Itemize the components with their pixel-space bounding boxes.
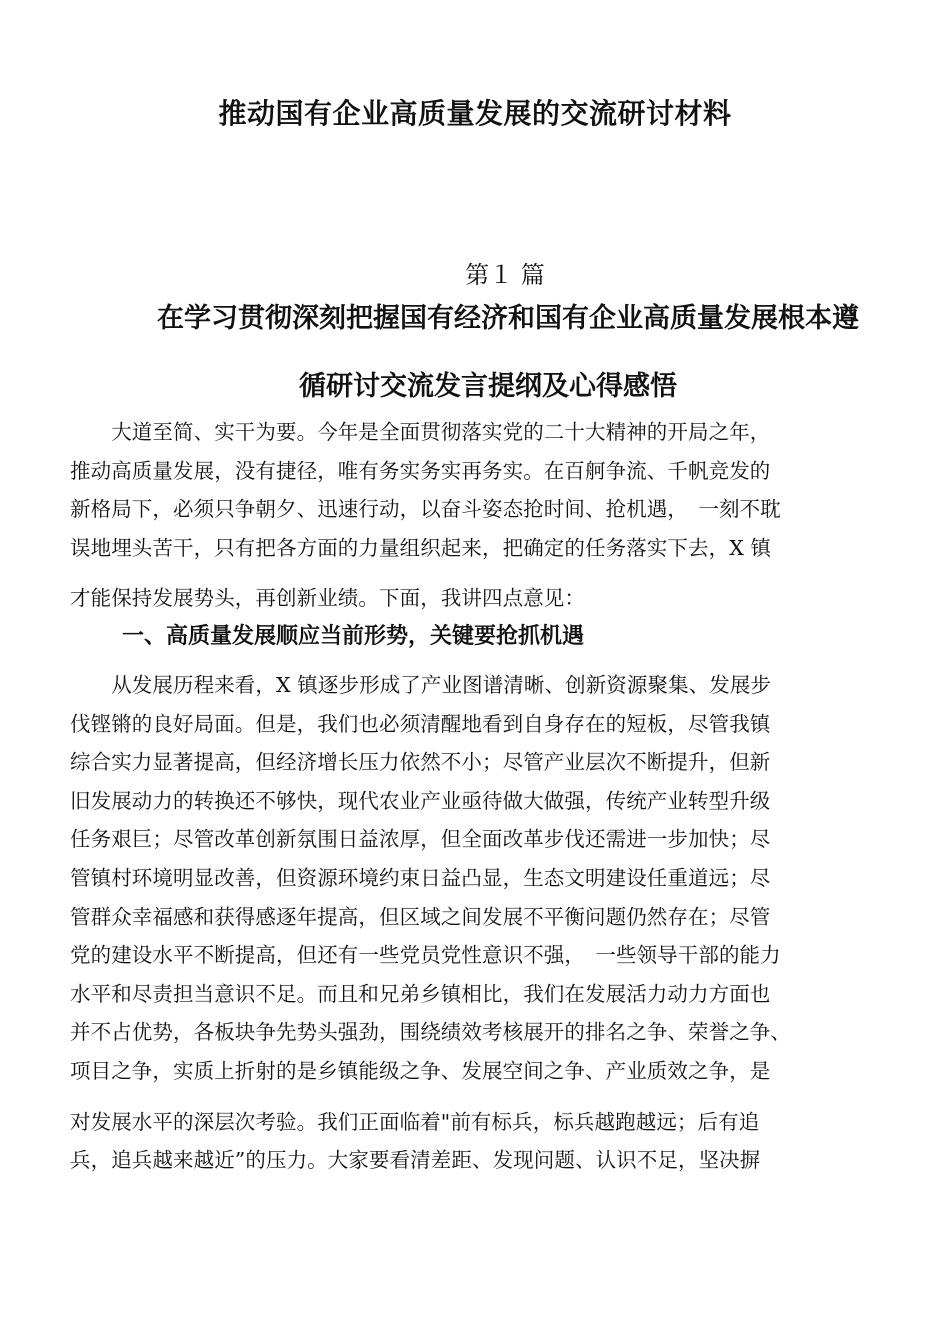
paragraph-line: 伐铿锵的良好局面。但是，我们也必须清醒地看到自身存在的短板，尽管我镇 xyxy=(70,711,771,736)
paragraph-line: 管镇村环境明显改善，但资源环境约束日益凸显，生态文明建设任重道远；尽 xyxy=(70,865,771,890)
paragraph-line: 对发展水平的深层次考验。我们正面临着"前有标兵，标兵越跑越远；后有追 xyxy=(70,1109,760,1134)
section-heading: 一、高质量发展顺应当前形势，关键要抢抓机遇 xyxy=(122,624,585,649)
body-paragraph xyxy=(70,666,880,1180)
paragraph-line: 才能保持发展势头，再创新业绩。下面，我讲四点意见： xyxy=(70,586,585,611)
part-label: 第１ 篇 xyxy=(465,261,545,289)
paragraph-line: 综合实力显著提高，但经济增长压力依然不小；尽管产业层次不断提升，但新 xyxy=(70,750,771,775)
paragraph-line: 旧发展动力的转换还不够快，现代农业产业亟待做大做强，传统产业转型升级 xyxy=(70,788,771,813)
paragraph-line: 从发展历程来看，X 镇逐步形成了产业图谱清晰、创新资源聚集、发展步 xyxy=(70,673,772,697)
document-title: 推动国有企业高质量发展的交流研讨材料 xyxy=(218,97,732,130)
article-subtitle xyxy=(128,300,888,405)
subtitle-line: 在学习贯彻深刻把握国有经济和国有企业高质量发展根本遵 xyxy=(157,303,859,334)
intro-paragraph xyxy=(70,413,880,618)
subtitle-line: 循研讨交流发言提纲及心得感悟 xyxy=(299,371,677,402)
paragraph-line: 党的建设水平不断提高，但还有一些党员党性意识不强， 一些领导干部的能力 xyxy=(70,943,781,968)
paragraph-line: 大道至简、实干为要。今年是全面贯彻落实党的二十大精神的开局之年， xyxy=(70,420,771,444)
paragraph-line: 兵，追兵越来越近”的压力。大家要看清差距、发现问题、认识不足，坚决摒 xyxy=(70,1148,761,1173)
paragraph-line: 新格局下，必须只争朝夕、迅速行动，以奋斗姿态抢时间、抢机遇， 一刻不耽 xyxy=(70,497,781,522)
paragraph-line: 项目之争，实质上折射的是乡镇能级之争、发展空间之争、产业质效之争，是 xyxy=(70,1058,771,1083)
paragraph-line: 任务艰巨；尽管改革创新氛围日益浓厚，但全面改革步伐还需进一步加快；尽 xyxy=(70,827,771,852)
paragraph-line: 管群众幸福感和获得感逐年提高，但区域之间发展不平衡问题仍然存在；尽管 xyxy=(70,904,771,929)
paragraph-line: 并不占优势，各板块争先势头强劲，围绕绩效考核展开的排名之争、荣誉之争、 xyxy=(70,1020,791,1045)
paragraph-line: 误地埋头苦干，只有把各方面的力量组织起来，把确定的任务落实下去，X 镇 xyxy=(70,535,772,560)
paragraph-line: 推动高质量发展，没有捷径，唯有务实务实再务实。在百舸争流、千帆竞发的 xyxy=(70,458,771,483)
paragraph-line: 水平和尽责担当意识不足。而且和兄弟乡镇相比，我们在发展活力动力方面也 xyxy=(70,981,771,1006)
